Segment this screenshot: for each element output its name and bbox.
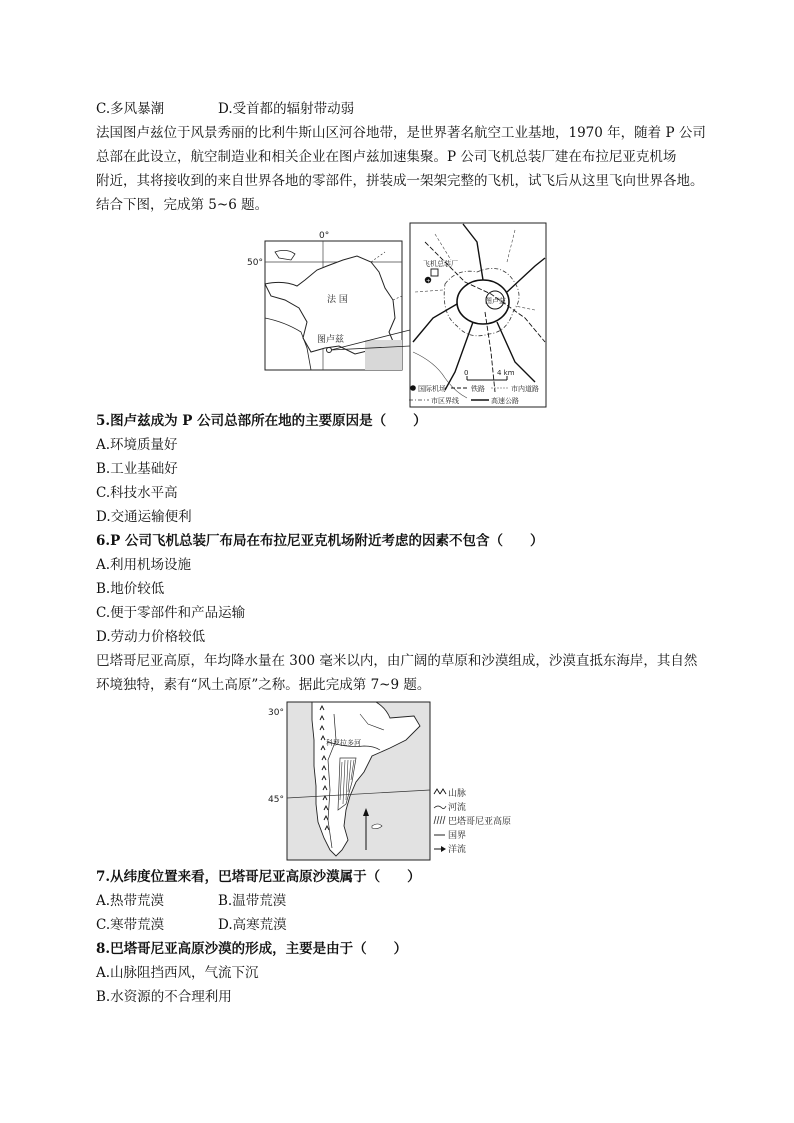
passage2-line2: 环境独特，素有“风土高原”之称。据此完成第 7~9 题。 xyxy=(96,677,431,693)
inset-city-label: 图卢兹 xyxy=(485,297,506,305)
q5-option-a: A.环境质量好 xyxy=(96,437,178,453)
q6-stem: 6.P 公司飞机总装厂布局在布拉尼亚克机场附近考虑的因素不包含（ ） xyxy=(96,533,544,549)
legend-border: 国界 xyxy=(448,831,467,841)
legend-airport: 国际机场 xyxy=(418,385,446,393)
svg-text:+: + xyxy=(426,278,431,285)
q8-stem: 8.巴塔哥尼亚高原沙漠的形成，主要是由于（ ） xyxy=(96,941,408,957)
passage1-line2: 总部在此设立，航空制造业和相关企业在图卢兹加速集聚。P 公司飞机总装厂建在布拉尼亚克机场 xyxy=(96,149,677,165)
q5-option-b: B.工业基础好 xyxy=(96,461,178,477)
passage1-line3: 附近，其将接收到的来自世界各地的零部件，拼装成一架架完整的飞机，试飞后从这里飞向世界各地。 xyxy=(96,173,704,189)
mountain-shade xyxy=(365,340,402,370)
q6-option-b: B.地价较低 xyxy=(96,581,165,597)
legend-railway: 铁路 xyxy=(471,385,485,393)
colorado-river-label: 科罗拉多河 xyxy=(326,739,361,747)
option-5-c-prev: C.多风暴潮 xyxy=(96,101,165,117)
q8-option-a: A.山脉阻挡西风，气流下沉 xyxy=(96,965,259,981)
legend-highway: 高速公路 xyxy=(491,397,519,405)
passage1-line1: 法国图卢兹位于风景秀丽的比利牛斯山区河谷地带，是世界著名航空工业基地，1970 年，随着 P 公司 xyxy=(96,125,706,141)
legend-mountain: 山脉 xyxy=(448,789,467,799)
q5-option-c: C.科技水平高 xyxy=(96,485,178,501)
legend-plateau-symbol xyxy=(434,816,445,824)
q6-option-d: D.劳动力价格较低 xyxy=(96,629,206,645)
option-5-d-prev: D.受首都的辐射带动弱 xyxy=(218,101,355,117)
lon-0-label: 0° xyxy=(319,231,330,241)
passage1-line4: 结合下图，完成第 5~6 题。 xyxy=(96,197,269,213)
legend-current: 洋流 xyxy=(448,845,467,855)
legend-mountain-symbol xyxy=(434,789,446,794)
lat-30-label: 30° xyxy=(268,708,284,718)
q6-option-c: C.便于零部件和产品运输 xyxy=(96,605,246,621)
france-toulouse-map xyxy=(245,222,550,408)
q5-stem: 5.图卢兹成为 P 公司总部所在地的主要原因是（ ） xyxy=(96,413,427,429)
country-label: 法 国 xyxy=(327,295,348,305)
legend-boundary: 市区界线 xyxy=(431,397,459,405)
q7-option-c: C.寒带荒漠 xyxy=(96,917,165,933)
factory-marker xyxy=(431,269,438,276)
q7-stem: 7.从纬度位置来看，巴塔哥尼亚高原沙漠属于（ ） xyxy=(96,869,421,885)
passage2-line1: 巴塔哥尼亚高原，年均降水量在 300 毫米以内，由广阔的草原和沙漠组成，沙漠直抵东海岸，其自然 xyxy=(96,653,698,669)
scale-km: 4 km xyxy=(497,369,515,377)
legend-plateau: 巴塔哥尼亚高原 xyxy=(448,817,512,827)
legend-urban-road: 市内道路 xyxy=(511,385,539,393)
q5-option-d: D.交通运输便利 xyxy=(96,509,192,525)
legend-airport-icon xyxy=(410,385,416,391)
q7-option-a: A.热带荒漠 xyxy=(96,893,165,909)
q7-option-d: D.高寒荒漠 xyxy=(218,917,287,933)
q7-option-b: B.温带荒漠 xyxy=(218,893,287,909)
toulouse-label: 图卢兹 xyxy=(317,335,345,345)
legend-river: 河流 xyxy=(448,803,467,813)
scale-zero: 0 xyxy=(464,369,469,377)
patagonia-map xyxy=(268,700,530,864)
lat-50-label: 50° xyxy=(247,258,263,268)
q8-option-b: B.水资源的不合理利用 xyxy=(96,989,232,1005)
toulouse-point xyxy=(327,348,332,353)
legend-river-symbol xyxy=(434,806,446,809)
factory-label: 飞机总装厂 xyxy=(423,260,458,268)
lat-45-label: 45° xyxy=(268,795,284,805)
q6-option-a: A.利用机场设施 xyxy=(96,557,192,573)
